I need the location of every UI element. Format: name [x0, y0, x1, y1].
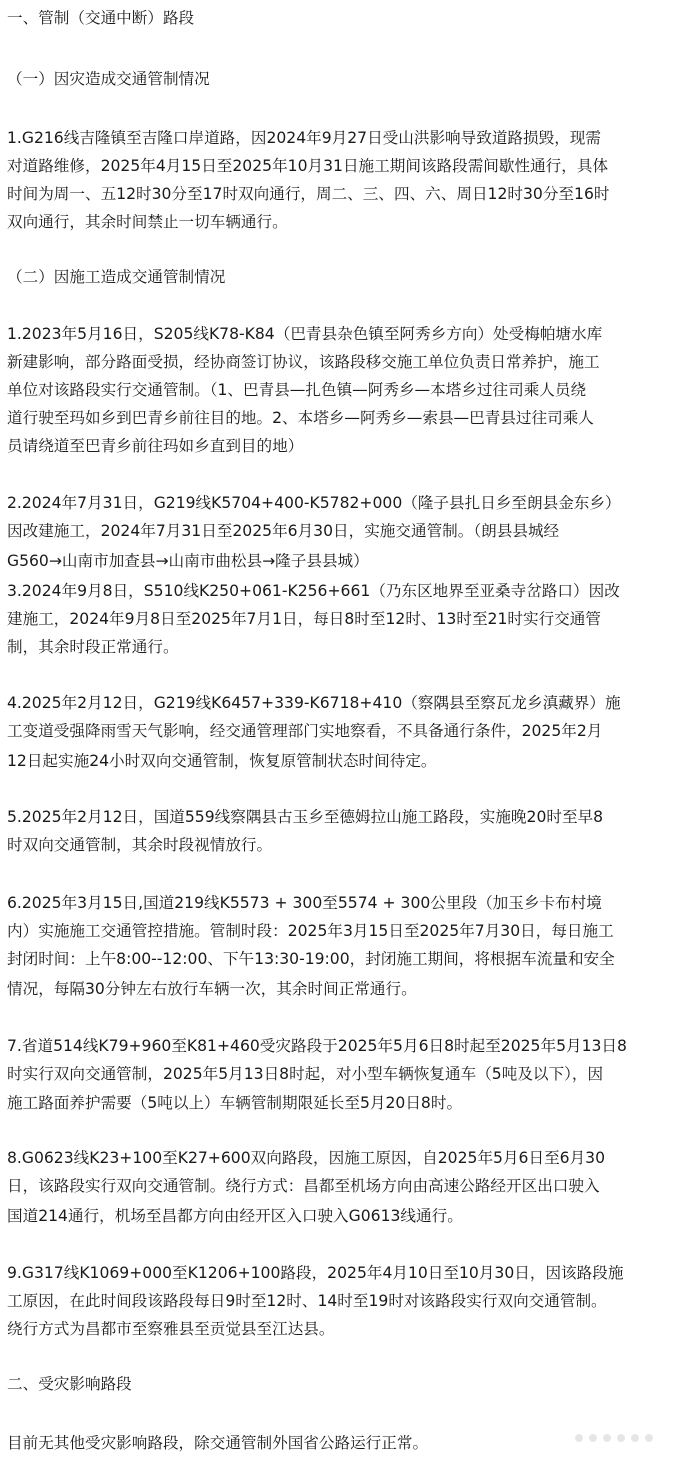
- paragraph-line: 单位对该路段实行交通管制。（1、巴青县—扎色镇—阿秀乡—本塔乡过往司乘人员绕: [7, 381, 587, 399]
- paragraph-line: 情况，每隔30分钟左右放行车辆一次，其余时间正常通行。: [7, 980, 417, 998]
- paragraph-line: 国道214通行，机场至昌都方向由经开区入口驶入G0613线通行。: [7, 1207, 463, 1225]
- paragraph-line: 时间为周一、五12时30分至17时双向通行，周二、三、四、六、周日12时30分至16时: [7, 185, 610, 203]
- watermark-dot: [603, 1434, 611, 1442]
- subheading-construction-control: （二）因施工造成交通管制情况: [7, 268, 226, 286]
- paragraph-line: 12日起实施24小时双向交通管制，恢复原管制状态时间待定。: [7, 752, 437, 770]
- paragraph-line: 时实行双向交通管制，2025年5月13日8时起，对小型车辆恢复通车（5吨及以下），因: [7, 1065, 604, 1083]
- subheading-disaster-control: （一）因灾造成交通管制情况: [7, 70, 210, 88]
- paragraph-line: 5.2025年2月12日，国道559线察隅县古玉乡至德姆拉山施工路段，实施晚20时至早8: [7, 808, 604, 826]
- watermark-dot: [631, 1434, 639, 1442]
- paragraph-line: 时双向交通管制，其余时段视情放行。: [7, 836, 273, 854]
- paragraph-line: 道行驶至玛如乡到巴青乡前往目的地。2、本塔乡—阿秀乡—索县—巴青县过往司乘人: [7, 409, 594, 427]
- paragraph-line: 工变道受强降雨雪天气影响，经交通管理部门实地察看，不具备通行条件，2025年2月: [7, 722, 603, 740]
- paragraph-line: 双向通行，其余时间禁止一切车辆通行。: [7, 213, 288, 231]
- paragraph-line: 建施工，2024年9月8日至2025年7月1日，每日8时至12时、13时至21时实行交通管: [7, 610, 601, 628]
- paragraph-line: 内）实施施工交通管控措施。管制时段：2025年3月15日至2025年7月30日，每日施工: [7, 922, 614, 940]
- heading-controlled-sections: 一、管制（交通中断）路段: [7, 9, 195, 27]
- watermark-dot: [575, 1434, 583, 1442]
- watermark-dot: [617, 1434, 625, 1442]
- paragraph-line: 新建影响，部分路面受损，经协商签订协议，该路段移交施工单位负责日常养护，施工: [7, 353, 600, 371]
- paragraph-line: 6.2025年3月15日,国道219线K5573 + 300至5574 + 300公里段（加玉乡卡布村境: [7, 894, 602, 912]
- paragraph-line: 目前无其他受灾影响路段，除交通管制外国省公路运行正常。: [7, 1434, 429, 1452]
- paragraph-line: 9.G317线K1069+000至K1206+100路段，2025年4月10日至10月30日，因该路段施: [7, 1264, 624, 1282]
- paragraph-line: 3.2024年9月8日，S510线K250+061-K256+661（乃东区地界至亚桑寺岔路口）因改: [7, 582, 620, 600]
- paragraph-line: 对道路维修，2025年4月15日至2025年10月31日施工期间该路段需间歇性通行，具体: [7, 157, 609, 175]
- paragraph-line: 员请绕道至巴青乡前往玛如乡直到目的地）: [7, 437, 304, 455]
- paragraph-line: 封闭时间：上午8:00--12:00、下午13:30-19:00，封闭施工期间，将根据车流量和安全: [7, 950, 615, 968]
- paragraph-line: 1.2023年5月16日，S205线K78-K84（巴青县杂色镇至阿秀乡方向）处受梅帕塘水库: [7, 325, 603, 343]
- paragraph-line: G560→山南市加查县→山南市曲松县→隆子县县城）: [7, 552, 369, 570]
- paragraph-line: 2.2024年7月31日，G219线K5704+400-K5782+000（隆子县扎日乡至朗县金东乡）: [7, 494, 621, 512]
- paragraph-line: 4.2025年2月12日，G219线K6457+339-K6718+410（察隅县至察瓦龙乡滇藏界）施: [7, 694, 621, 712]
- watermark-dots: [575, 1423, 685, 1453]
- heading-affected-sections: 二、受灾影响路段: [7, 1375, 132, 1393]
- watermark-dot: [645, 1434, 653, 1442]
- paragraph-line: 8.G0623线K23+100至K27+600双向路段，因施工原因，自2025年5月6日至6月30: [7, 1149, 606, 1167]
- paragraph-line: 工原因，在此时间段该路段每日9时至12时、14时至19时对该路段实行双向交通管制。: [7, 1292, 607, 1310]
- paragraph-line: 制，其余时段正常通行。: [7, 638, 179, 656]
- paragraph-line: 日，该路段实行双向交通管制。绕行方式：昌都至机场方向由高速公路经开区出口驶入: [7, 1177, 600, 1195]
- paragraph-line: 施工路面养护需要（5吨以上）车辆管制期限延长至5月20日8时。: [7, 1094, 463, 1112]
- paragraph-line: 1.G216线吉隆镇至吉隆口岸道路，因2024年9月27日受山洪影响导致道路损毁，现需: [7, 129, 601, 147]
- paragraph-line: 7.省道514线K79+960至K81+460受灾路段于2025年5月6日8时起至2025年5月13日8: [7, 1037, 627, 1055]
- paragraph-line: 因改建施工，2024年7月31日至2025年6月30日，实施交通管制。（朗县县城经: [7, 522, 560, 540]
- paragraph-line: 绕行方式为昌都市至察雅县至贡觉县至江达县。: [7, 1320, 335, 1338]
- watermark-dot: [589, 1434, 597, 1442]
